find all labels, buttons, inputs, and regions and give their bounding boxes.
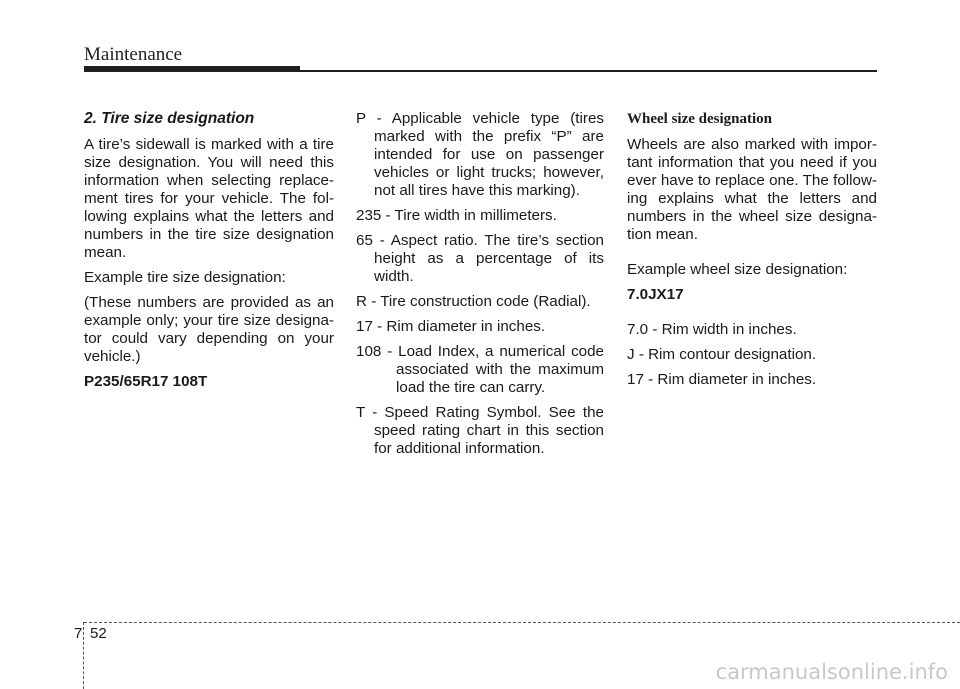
legend-item: 235 - Tire width in millimeters. <box>356 207 557 224</box>
column-tire-size <box>84 110 334 398</box>
legend-item: R - Tire construction code (Radial). <box>356 293 591 310</box>
legend-item: 7.0 - Rim width in inches. <box>627 321 797 338</box>
header-rule-thick <box>84 66 300 72</box>
legend-item: P - Applicable vehicle type (tires marked with the prefix “P” are intended for use on passenger vehicles or light trucks; however, not all tires have this marking). <box>356 110 604 199</box>
tire-size-example: P235/65R17 108T <box>84 373 208 390</box>
paragraph: Wheels are also marked with impor-tant information that you need if you ever have to replace one. The follow-ing explains what the letters and numbers in the wheel size designa-tion mean. <box>627 136 877 243</box>
header-rule-thin <box>300 70 877 72</box>
chapter-number: 7 <box>74 625 83 642</box>
column-wheel-size <box>627 110 877 396</box>
legend-item: 65 - Aspect ratio. The tire’s section height as a percentage of its width. <box>356 232 604 285</box>
paragraph: Example wheel size designation: <box>627 261 848 278</box>
section-heading-tire-size: 2. Tire size designation <box>84 110 255 127</box>
paragraph: Example tire size designation: <box>84 269 286 286</box>
footer-divider <box>83 622 84 689</box>
footer-rule <box>84 622 960 623</box>
legend-item: T - Speed Rating Symbol. See the speed rating chart in this section for additional information. <box>356 404 604 457</box>
legend-item: J - Rim contour designation. <box>627 346 817 363</box>
legend-item: 17 - Rim diameter in inches. <box>627 371 817 388</box>
paragraph: (These numbers are provided as an example only; your tire size designa-tor could vary depending on your vehicle.) <box>84 294 334 365</box>
watermark: carmanualsonline.info <box>715 660 948 684</box>
wheel-size-example: 7.0JX17 <box>627 286 684 303</box>
paragraph: A tire’s sidewall is marked with a tire size designation. You will need this information when selecting replace-ment tires for your vehicle. The fol-lowing explains what the letters and numbers in the tire size designation mean. <box>84 136 334 261</box>
section-heading-wheel-size: Wheel size designation <box>627 111 772 127</box>
column-tire-size-legend <box>356 110 604 465</box>
page-number: 52 <box>90 625 107 642</box>
legend-item: 17 - Rim diameter in inches. <box>356 318 546 335</box>
legend-item: 108 - Load Index, a numerical code associated with the maximum load the tire can carry. <box>356 343 604 396</box>
page-header-title: Maintenance <box>84 44 183 65</box>
